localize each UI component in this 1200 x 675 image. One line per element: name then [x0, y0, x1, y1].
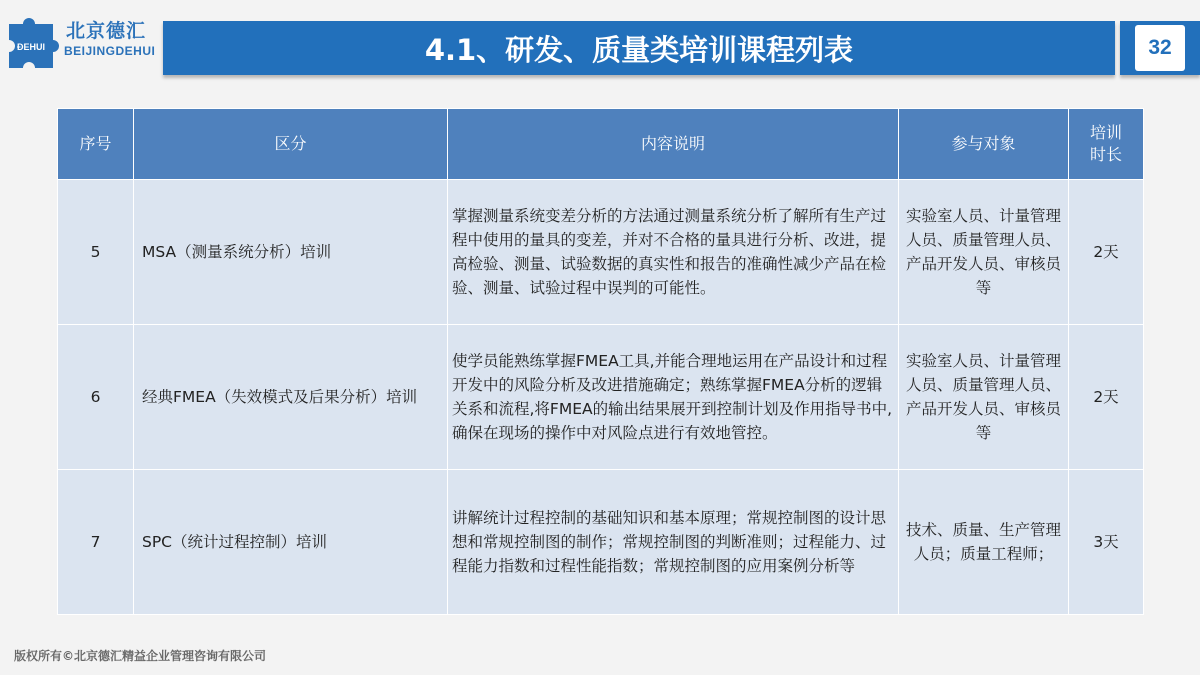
cell-duration: 2天 — [1069, 325, 1144, 470]
cell-seq: 6 — [58, 325, 134, 470]
title-bar — [163, 21, 1115, 75]
table-row — [58, 470, 1144, 615]
course-table — [57, 108, 1143, 612]
cell-seq: 5 — [58, 180, 134, 325]
company-logo — [0, 10, 160, 76]
cell-duration: 2天 — [1069, 180, 1144, 325]
header-description: 内容说明 — [448, 109, 899, 180]
header-audience: 参与对象 — [899, 109, 1069, 180]
cell-category: SPC（统计过程控制）培训 — [134, 470, 448, 615]
cell-category: MSA（测量系统分析）培训 — [134, 180, 448, 325]
table-row — [58, 325, 1144, 470]
logo-chinese-name: 北京德汇 — [66, 20, 147, 42]
copyright-footer: 版权所有©北京德汇精益企业管理咨询有限公司 — [14, 649, 267, 663]
logo-mark-text: ĐEHUI — [16, 42, 46, 52]
cell-audience: 实验室人员、计量管理人员、质量管理人员、产品开发人员、审核员等 — [899, 325, 1069, 470]
puzzle-logo-icon — [3, 14, 63, 74]
cell-category: 经典FMEA（失效模式及后果分析）培训 — [134, 325, 448, 470]
cell-audience: 技术、质量、生产管理人员；质量工程师； — [899, 470, 1069, 615]
table-header-row — [58, 109, 1144, 180]
cell-description: 讲解统计过程控制的基础知识和基本原理；常规控制图的设计思想和常规控制图的制作；常规控制图的判断准则；过程能力、过程能力指数和过程性能指数；常规控制图的应用案例分析等 — [448, 470, 899, 615]
page-title: 4.1、研发、质量类培训课程列表 — [424, 32, 854, 67]
cell-description: 使学员能熟练掌握FMEA工具,并能合理地运用在产品设计和过程开发中的风险分析及改进措施确定；熟练掌握FMEA分析的逻辑关系和流程,将FMEA的输出结果展开到控制计划及作用指导书中,确保在现场的操作中对风险点进行有效地管控。 — [448, 325, 899, 470]
header-seq: 序号 — [58, 109, 134, 180]
header-duration — [1069, 109, 1144, 180]
page-number-box — [1120, 21, 1200, 75]
page-number: 32 — [1135, 25, 1185, 71]
header-duration-text: 培训时长 — [1089, 123, 1122, 164]
cell-audience: 实验室人员、计量管理人员、质量管理人员、产品开发人员、审核员等 — [899, 180, 1069, 325]
cell-description: 掌握测量系统变差分析的方法通过测量系统分析了解所有生产过程中使用的量具的变差，并对不合格的量具进行分析、改进，提高检验、测量、试验数据的真实性和报告的准确性减少产品在检验、测量、试验过程中误判的可能性。 — [448, 180, 899, 325]
table-row — [58, 180, 1144, 325]
logo-english-name: BEIJINGDEHUI — [64, 44, 156, 58]
header-category: 区分 — [134, 109, 448, 180]
cell-seq: 7 — [58, 470, 134, 615]
cell-duration: 3天 — [1069, 470, 1144, 615]
